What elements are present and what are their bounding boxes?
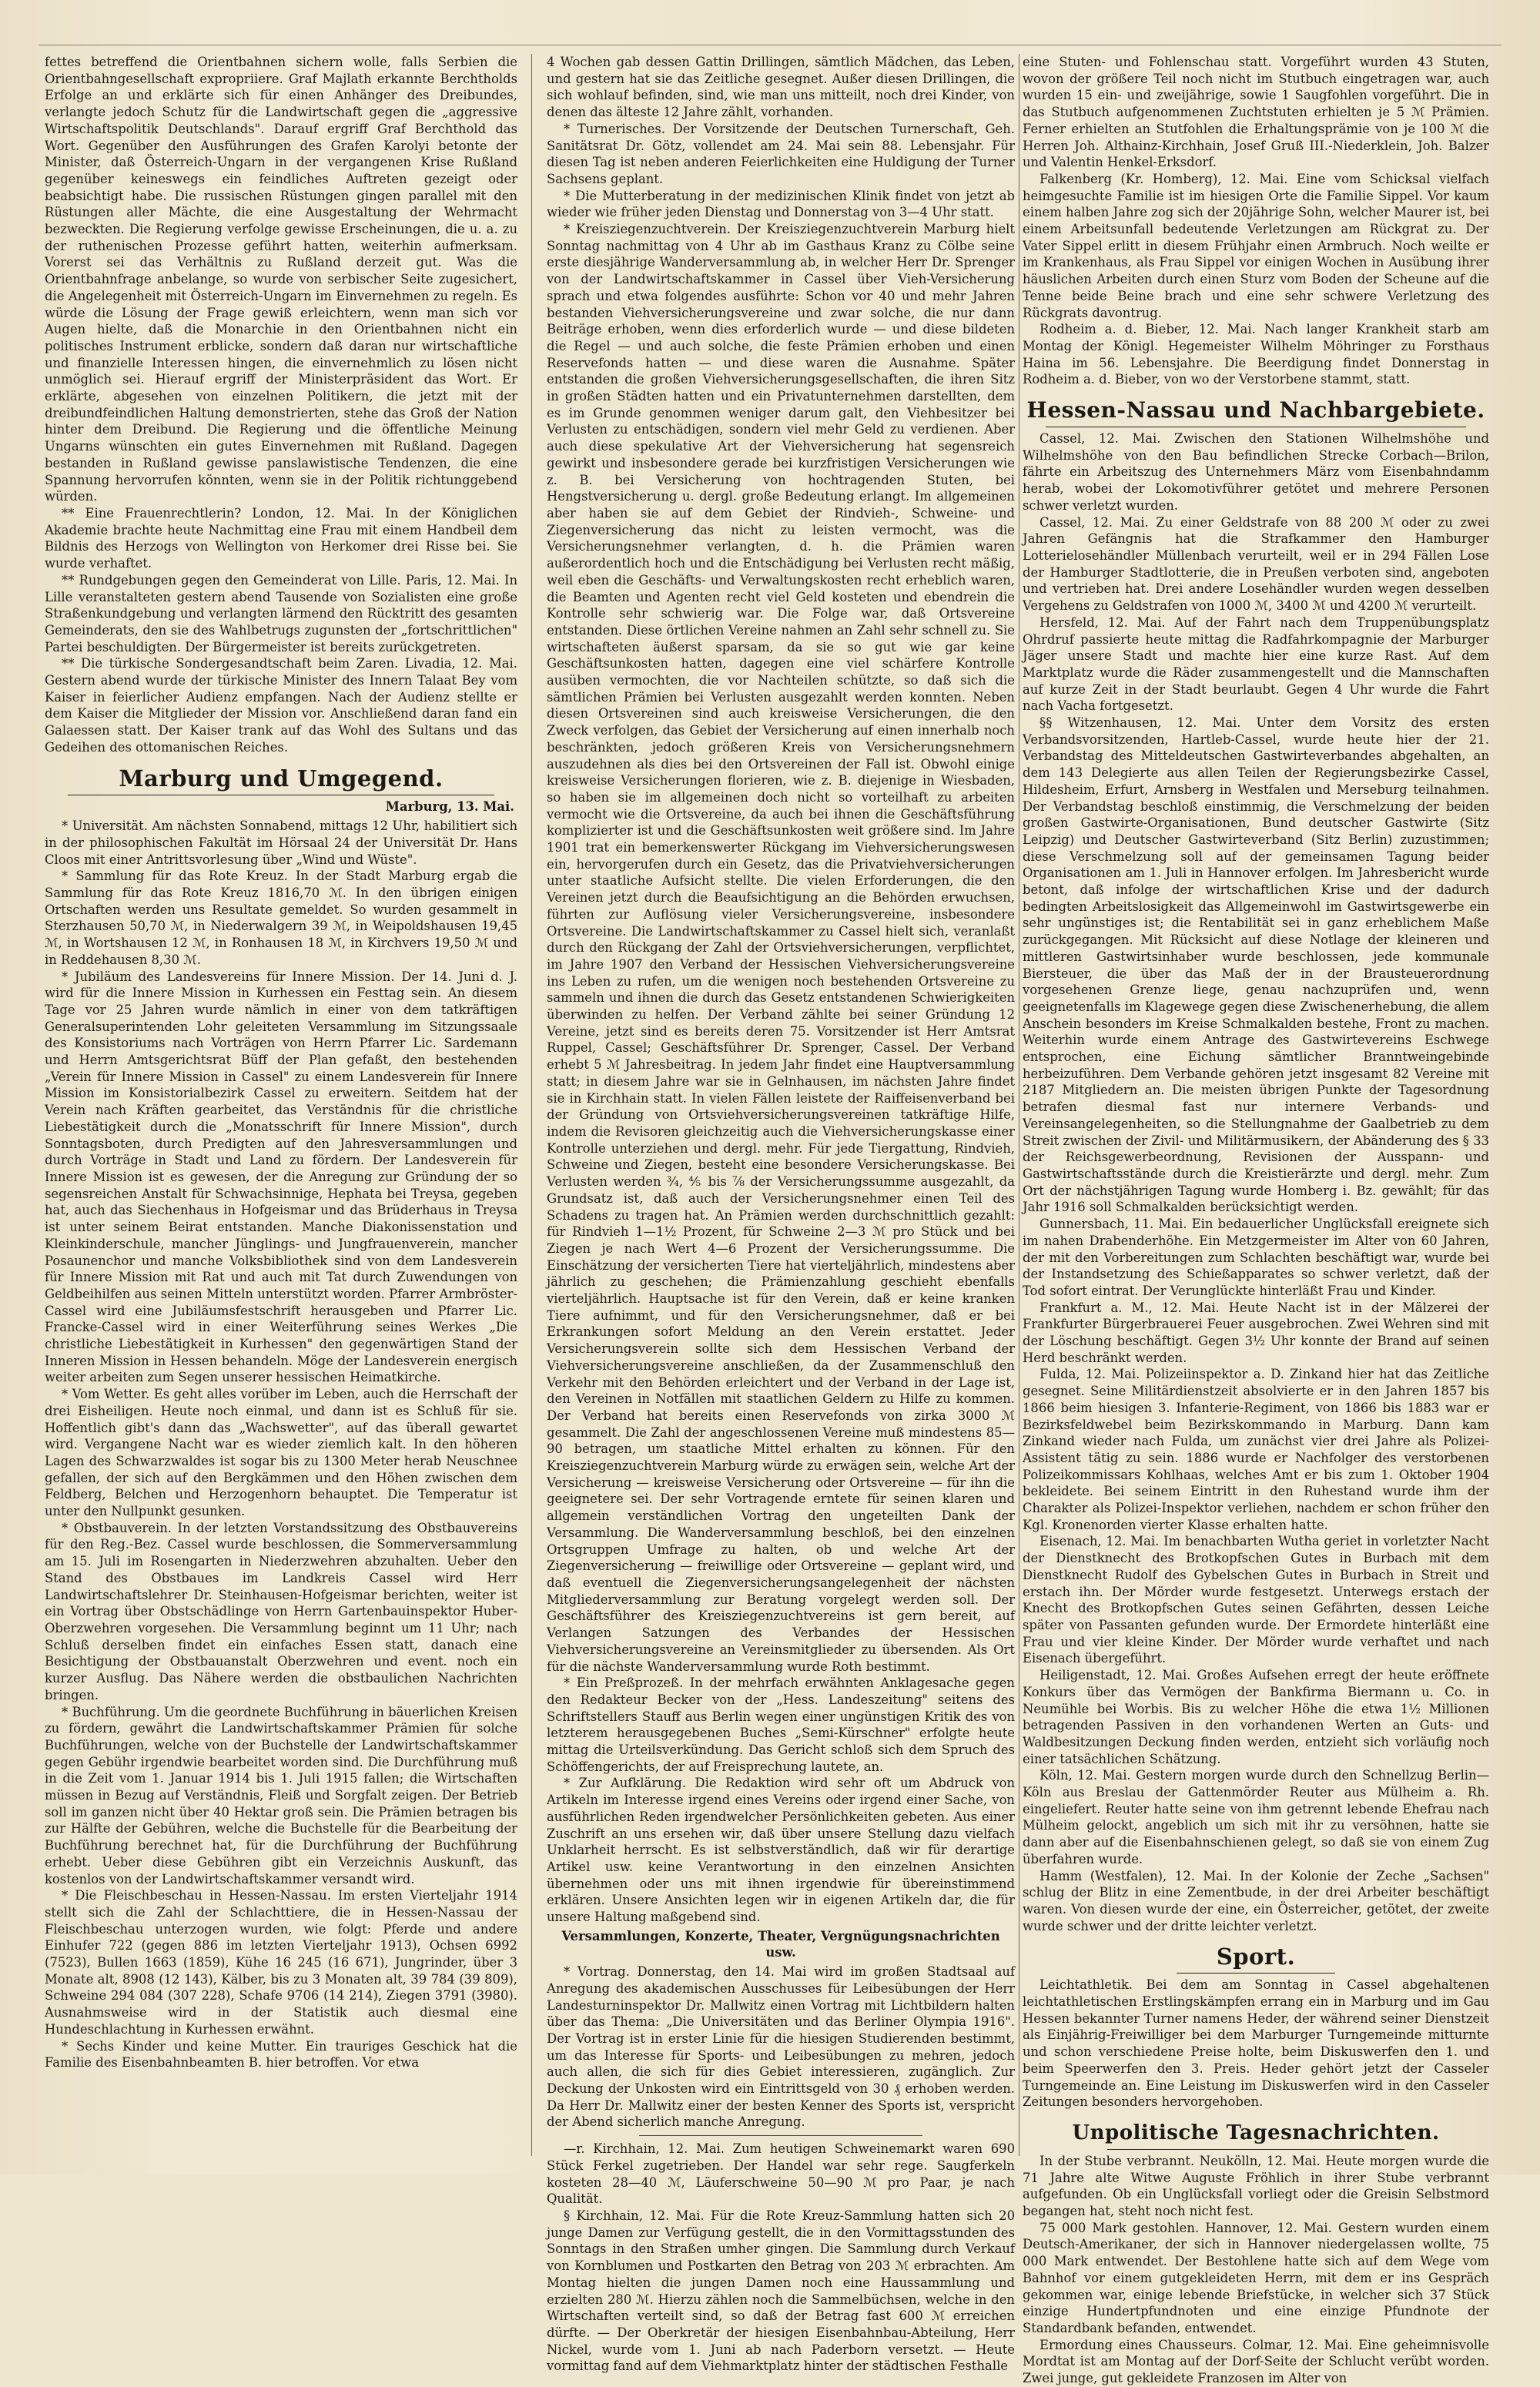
article-aufklaerung: * Zur Aufklärung. Die Redaktion wird sehr oft um Abdruck von Artikeln im Interesse irgend eines Vereins oder irgend einer Sache, von ausführlichen Reden irgendwelcher Persönlichkeiten gebeten. Aus einer Zuschrift an uns ersehen wir, daß über unsere Stellung dazu vielfach Unklarheit herrscht. Es ist selbstverständlich, daß wir für derartige Artikel usw. keine Verantwortung in den einzelnen Ansichten übernehmen oder uns mit ihnen irgendwie für übereinstimmend erklären. Unsere Ansichten legen wir in eigenen Artikeln dar, die für unsere Haltung maßgebend sind. — [547, 1776, 1015, 1925]
section-heading-hessen-nassau: Hessen-Nassau und Nachbargebiete. — [1026, 397, 1485, 424]
article-fulda: Fulda, 12. Mai. Polizeiinspektor a. D. Zinkand hier hat das Zeitliche gesegnet. Seine Militärdienstzeit absolvierte er in den Jahren 1857 bis 1866 beim hiesigen 3. Infanterie-Regiment, von 1866 bis 1883 war er Bezirksfeldwebel beim Bezirkskommando in Marburg. Dann kam Zinkand wieder nach Fulda, um zunächst vier drei Jahre als Polizei-Assistent tätig zu sein. 1886 wurde er Nachfolger des verstorbenen Polizeikommissars Kohlhaas, welches Amt er bis zum 1. Oktober 1904 bekleidete. Bei seinem Eintritt in den Ruhestand wurde ihm der Charakter als Polizei-Inspektor verliehen, nachdem er schon früher den Kgl. Kronenorden vierter Klasse erhalten hatte. — [1023, 1367, 1489, 1532]
article-kirchhain-sammlung: § Kirchhain, 12. Mai. Für die Rote Kreuz-Sammlung hatten sich 20 junge Damen zur Verfügung gestellt, die in den Vormittagsstunden des Sonntags in den Straßen umher gingen. Die Sammlung durch Verkauf von Kornblumen und Postkarten den Betrag von 203 ℳ erbrachten. Am Montag hielten die jungen Damen noch eine Haussammlung und erzielten 280 ℳ. Hierzu zählen noch die Sammelbüchsen, welche in den Wirtschaften verteilt sind, so daß der Betrag fast 600 ℳ erreichen dürfte. — Der Oberkretär der hiesigen Eisenbahnbau-Abteilung, Herr Nickel, wurde vom 1. Juni ab nach Paderborn versetzt. — Heute vormittag fand auf dem Viehmarktplatz hinter der städtischen Festhalle — [547, 2208, 1015, 2374]
article-koeln: Köln, 12. Mai. Gestern morgen wurde durch den Schnellzug Berlin—Köln aus Breslau der Gattenmörder Reuter aus Mülheim a. Rh. eingeliefert. Reuter hatte seine von ihm getrennt lebende Ehefrau nach Mülheim gelockt, angeblich um sich mit ihr zu versöhnen, hatte sie dann aber auf die Eisenbahnschienen gelegt, so daß sie von einem Zug überfahren wurde. — [1023, 1768, 1489, 1866]
article-mutterberatung: * Die Mutterberatung in der medizinischen Klinik findet von jetzt ab wieder wie früher jeden Dienstag und Donnerstag von 3—4 Uhr statt. — [547, 188, 1015, 220]
article-sechs-kinder-continued: 4 Wochen gab dessen Gattin Drillingen, sämtlich Mädchen, das Leben, und gestern hat sie das Zeitliche gesegnet. Außer diesen Drillingen, die sich wohlauf befinden, sind, wie man uns mitteilt, noch drei Kinder, von denen das älteste 12 Jahre zählt, vorhanden. — [547, 55, 1015, 120]
article-cassel-unfall: Cassel, 12. Mai. Zwischen den Stationen Wilhelmshöhe und Wilhelmshöhe von den Bau befindlichen Strecke Corbach—Brilon, fährte ein Arbeitszug des Unternehmers März vom Eisenbahndamm herab, wobei der Lokomotivführer getötet und mehrere Personen schwer verletzt wurden. — [1023, 431, 1489, 513]
article-falkenberg: Falkenberg (Kr. Homberg), 12. Mai. Eine vom Schicksal vielfach heimgesuchte Familie ist im hiesigen Orte die Familie Sippel. Vor kaum einem halben Jahre zog sich der 20jährige Sohn, welcher Maurer ist, bei einem Arbeitsunfall bedeutende Verletzungen am Rückgrat zu. Der Vater Sippel erlitt in diesem Frühjahr einen Armbruch. Noch weilte er im Krankenhaus, als Frau Sippel vor einigen Wochen in Ausübung ihrer häuslichen Arbeiten durch einen Sturz vom Boden der Scheune auf die Tenne beide Beine brach und eine sehr schwere Verletzung des Rückgrats davontrug. — [1023, 171, 1489, 320]
article-leichtathletik: Leichtathletik. Bei dem am Sonntag in Cassel abgehaltenen leichtathletischen Erstlingskämpfen errang ein in Marburg und im Gau Hessen bekannter Turner namens Heder, der während seiner Dienstzeit als Einjährig-Freiwilliger bei dem Marburger Turngemeinde mitturnte und schon verschiedene Preise holte, beim Diskuswerfen den 1. und beim Speerwerfen den 3. Preis. Heder gehört jetzt der Casseler Turngemeinde an. Eine Leistung im Diskuswerfen wird in den Casseler Zeitungen besonders hervorgehoben. — [1023, 1977, 1489, 2110]
column-divider — [531, 54, 532, 2156]
section-rule — [1177, 1973, 1335, 1974]
article-orient-continued: fettes betreffend die Orientbahnen sichern wolle, falls Serbien die Orientbahngesellschaft expropriiere. Graf Majlath erkannte Berchtholds Erfolge an und erklärte sich für einen Anhänger des Dreibundes, verlangte jedoch Schutz für die Landwirtschaft gegen die „aggressive Wirtschaftspolitik Deutschlands". Darauf ergriff Graf Berchthold das Wort. Gegenüber den Ausführungen des Grafen Karolyi betonte der Minister, daß Österreich-Ungarn in der vergangenen Krise Rußland gegenüber keineswegs ein feindliches Auftreten gezeigt oder beabsichtigt habe. Die russischen Rüstungen gingen parallel mit den Rüstungen aller Mächte, die eine Ausgestaltung der Wehrmacht bezweckten. Die Regierung verfolge gewisse Erscheinungen, die u. a. zu der ruthenischen Prozesse geführt hatten, weiterhin aufmerksam. Vorerst sei das Verhältnis zu Rußland derzeit gut. Was die Orientbahnfrage anbelange, so wurde von serbischer Seite zugesichert, die Angelegenheit mit Österreich-Ungarn im Einvernehmen zu regeln. Es würde die Lösung der Frage gewiß erleichtern, wenn man sich vor Augen hielte, daß die Monarchie in den Orientbahnen nicht ein politisches Instrument erblicke, sondern daß daran nur wirtschaftliche und finanzielle Interessen hingen, die einvernehmlich zu lösen nicht unmöglich sei. Hierauf ergriff der Ministerpräsident das Wort. Er erklärte, abgesehen von einzelnen Politikern, die jetzt mit der dreibundfeindlichen Haltung demonstrierten, stehe das Groß der Nation hinter dem Dreibund. Die Regierung und die öffentliche Meinung Ungarns wünschten ein gutes Einvernehmen mit Rußland. Dagegen bestanden in Rußland gewisse panslawistische Tendenzen, die eine Spannung hervorrufen könnten, wenn sie in der Politik richtunggebend würden. — [45, 55, 517, 504]
section-heading-marburg: Marburg und Umgegend. — [119, 765, 444, 792]
article-pressprozess: * Ein Preßprozeß. In der mehrfach erwähnten Anklagesache gegen den Redakteur Becker von der „Hess. Landeszeitung" seitens des Schriftstellers Stauff aus Berlin wegen einer ungünstigen Kritik des von letzterem herausgegebenen Buches „Semi-Kürschner" erfolgte heute mittag die Urteilsverkündung. Das Gericht schloß sich dem Spruch des Schöffengerichts, der auf Freisprechung lautete, an. — [547, 1676, 1015, 1774]
section-rule — [1107, 2149, 1404, 2150]
section-heading-sport: Sport. — [1216, 1943, 1296, 1970]
article-vortrag: * Vortrag. Donnerstag, den 14. Mai wird im großen Stadtsaal auf Anregung des akademischen Ausschusses für Leibesübungen der Herr Landesturninspektor Dr. Mallwitz einen Vortrag mit Lichtbildern halten über das Thema: „Die Universitäten und das Berliner Olympia 1916". Der Vortrag ist in erster Linie für die hiesigen Studierenden bestimmt, um das Interesse für Sports- und Leibesübungen zu mehren, jedoch auch allen, die sich für dies Gebiet interessieren, zugänglich. Zur Deckung der Unkosten wird ein Eintrittsgeld von 30 ₰ erhoben werden. Da Herr Dr. Mallwitz einer der besten Kenner des Sports ist, verspricht der Abend sicherlich manche Anregung. — [547, 1964, 1015, 2130]
article-obstbauverein: * Obstbauverein. In der letzten Vorstandssitzung des Obstbauvereins für den Reg.-Bez. Cassel wurde beschlossen, die Sommerversammlung am 15. Juli im Rosengarten in Niederzwehren abzuhalten. Ueber den Stand des Obstbaues im Landkreis Cassel wird Herr Landwirtschaftslehrer Dr. Steinhausen-Hofgeismar berichten, weiter ist ein Vortrag über Obstschädlinge von Herrn Gartenbauinspektor Huber-Oberzwehren vorgesehen. Die Versammlung beginnt um 11 Uhr; nach Schluß derselben findet ein einfaches Essen statt, danach eine Besichtigung der Obstbauanstalt Oberzwehren und event. noch ein kurzer Ausflug. Das Nähere werden die obstbaulichen Nachrichten bringen. — [45, 1520, 517, 1702]
article-sechs-kinder: * Sechs Kinder und keine Mutter. Ein trauriges Geschick hat die Familie des Eisenbahnbeamten B. hier betroffen. Vor etwa — [45, 2038, 517, 2071]
divider-rule — [639, 2135, 922, 2136]
column-right — [1023, 54, 1489, 2386]
article-fleischbeschau: * Die Fleischbeschau in Hessen-Nassau. Im ersten Vierteljahr 1914 stellt sich die Zahl der Schlachttiere, die in Hessen-Nassau der Fleischbeschau unterzogen wurden, wie folgt: Pferde und andere Einhufer 722 (gegen 886 im letzten Vierteljahr 1913), Ochsen 6992 (7523), Bullen 1663 (1859), Kühe 16 245 (16 671), Jungrinder, über 3 Monate alt, 8908 (12 143), Kälber, bis zu 3 Monaten alt, 39 784 (39 809), Schweine 294 084 (307 228), Schafe 9706 (14 214), Ziegen 3791 (3980). Ausnahmsweise wird in der Statistik auch diesmal eine Hundeschlachtung in Kurhessen erwähnt. — [45, 1888, 517, 2037]
dateline: Marburg, 13. Mai. — [385, 798, 514, 814]
article-tuerkische-gesandtschaft: ** Die türkische Sondergesandtschaft beim Zaren. Livadia, 12. Mai. Gestern abend wurde der türkische Minister des Innern Talaat Bey vom Kaiser in feierlicher Audienz empfangen. Nach der Audienz stellte er dem Kaiser die Mitglieder der Mission vor. Anschließend daran fand ein Galaessen statt. Der Kaiser trank auf das Wohl des Sultans und das Gedeihen des ottomanischen Reiches. — [45, 656, 517, 755]
article-kirchhain-markt: —r. Kirchhain, 12. Mai. Zum heutigen Schweinemarkt waren 690 Stück Ferkel zugetrieben. Der Handel war sehr rege. Saugferkeln kosteten 28—40 ℳ, Läuferschweine 50—90 ℳ pro Paar, je nach Qualität. — [547, 2141, 1015, 2207]
article-universitaet: * Universität. Am nächsten Sonnabend, mittags 12 Uhr, habilitiert sich in der philosophischen Fakultät im Hörsaal 24 der Universität Dr. Hans Cloos mit einer Antrittsvorlesung über „Wind und Wüste". — [45, 819, 517, 867]
article-cassel-lotterie: Cassel, 12. Mai. Zu einer Geldstrafe von 88 200 ℳ oder zu zwei Jahren Gefängnis hat die Strafkammer den Hamburger Lotterielosehändler Müllenbach verurteilt, weil er in 294 Fällen Lose der Hamburger Stadtlotterie, die in Preußen verboten sind, angeboten und vertrieben hat. Drei andere Losehändler wurden wegen desselben Vergehens zu Geldstrafen von 1000 ℳ, 3400 ℳ und 4200 ℳ verurteilt. — [1023, 514, 1489, 614]
article-kreisziegenzuchtverein: * Kreisziegenzuchtverein. Der Kreisziegenzuchtverein Marburg hielt Sonntag nachmittag von 4 Uhr ab im Gasthaus Kranz zu Cölbe seine erste diesjährige Wanderversammlung ab, in welcher Herr Dr. Sprenger von der Landwirtschaftskammer in Cassel über Vieh-Versicherung sprach und etwa folgendes ausführte: Schon vor 40 und mehr Jahren bestanden Viehversicherungsvereine und zwar solche, die nur dann Beiträge erhoben, wenn dies erforderlich wurde — und diese bildeten die Regel — und auch solche, die feste Prämien erhoben und einen Reservefonds hatten — und diese waren die Ausnahme. Später entstanden die großen Viehversicherungsgesellschaften, die ihren Sitz in großen Städten hatten und ein Privatunternehmen darstellten, dem es im Grunde genommen weniger darum galt, den Viehbesitzer bei Verlusten zu entschädigen, sondern viel mehr Geld zu verdienen. Aber auch diese spekulative Art der Viehversicherung hat segensreich gewirkt und insbesondere gerade bei kurzfristigen Versicherungen wie z. B. bei Versicherung von hochtragenden Stuten, bei Hengstversicherung u. dergl. große Bedeutung erlangt. Im allgemeinen aber haben sie auf dem Gebiet der Rindvieh-, Schweine- und Ziegenversicherung das nicht zu leisten vermocht, was die Versicherungsnehmer verlangten, d. h. die Prämien waren außerordentlich hoch und die Entschädigung bei Verlusten recht mäßig, weil eben die Geschäfts- und Verwaltungskosten recht erheblich waren, die Beamten und Agenten recht viel Geld kosteten und ebendrein die Kontrolle sehr schwierig war. Die Folge war, daß Ortsvereine entstanden. Diese örtlichen Vereine nahmen an Zahl sehr schnell zu. Sie wirtschafteten äußerst sparsam, da sie so gut wie gar keine Geschäftsunkosten hatten, dagegen eine viel schärfere Kontrolle ausüben vermochten, die vor Nachteilen schützte, so daß sich die sämtlichen Prämien bei Verlusten ausgezahlt werden konnten. Neben diesen Ortsvereinen sind auch kreisweise Versicherungen, die den Zweck verfolgen, das Gebiet der Versicherung auf einen innerhalb noch beschränkten, jedoch größeren Kreis von Versicherungsnehmern auszudehnen als dies bei den Ortsvereinen der Fall ist. Obwohl einige kreisweise Versicherungen florieren, wie z. B. diejenige in Wiesbaden, so haben sie im allgemeinen doch nicht so vorteilhaft zu arbeiten vermocht wie die Ortsvereine, da auch bei ihnen die Geschäftsführung komplizierter ist und die Geschäftsunkosten weit größere sind. Im Jahre 1901 trat ein bemerkenswerter Rückgang im Viehversicherungswesen ein, hervorgerufen durch ein Gesetz, das die Privatviehversicherungen unter staatliche Aufsicht stellte. Die vielen Erforderungen, die den Vereinen jetzt durch die Beaufsichtigung an die Behörden erwuchsen, führten zur Auflösung vieler Versicherungsvereine, insbesondere Ortsvereine. Die Landwirtschaftskammer zu Cassel hielt sich, veranlaßt durch den Rückgang der Zahl der Ortsviehversicherungen, verpflichtet, im Jahre 1907 den Verband der Hessischen Viehversicherungsvereine ins Leben zu rufen, um die wenigen noch bestehenden Ortsvereine zu sammeln und ihnen die durch das Gesetz entstandenen Schwierigkeiten überwinden zu helfen. Der Verband zählte bei seiner Gründung 12 Vereine, jetzt sind es bereits deren 75. Vorsitzender ist Herr Amtsrat Ruppel, Cassel; Geschäftsführer Dr. Sprenger, Cassel. Der Verband erhebt 5 ℳ Jahresbeitrag. In jedem Jahr findet eine Hauptversammlung statt; in diesem Jahre war sie in Gelnhausen, im nächsten Jahre findet sie in Kirchhain statt. In vielen Fällen leistete der Raiffeisenverband bei der Gründung von Ortsviehversicherungsvereinen tatkräftige Hilfe, indem die Revisoren gleichzeitig auch die Viehversicherungskasse einer Kontrolle unterziehen und dergl. mehr. Für jede Tiergattung, Rindvieh, Schweine und Ziegen, besteht eine besondere Versicherungskasse. Bei Verlusten werden ¾, ⅘ bis ⅞ der Versicherungssumme ausgezahlt, da Grundsatz ist, daß auch der Versicherungsnehmer einen Teil des Schadens zu tragen hat. An Prämien werden durchschnittlich gezahlt: für Rindvieh 1—1½ Prozent, für Schweine 2—3 ℳ pro Stück und bei Ziegen je nach Wert 4—6 Prozent der Versicherungssumme. Die Einschätzung der versicherten Tiere hat vierteljährlich, mindestens aber jährlich zu geschehen; die Prämienzahlung geschieht ebenfalls vierteljährlich. Hauptsache ist für den Verein, daß er keine kranken Tiere aufnimmt, und für den Versicherungsnehmer, daß er bei Erkrankungen sofort Meldung an den Verein erstattet. Jeder Versicherungsverein sollte sich dem Hessischen Verband der Viehversicherungsvereine anschließen, da der Zusammenschluß den Verkehr mit den Behörden erleichtert und der Verband in der Lage ist, den Vereinen in Notfällen mit staatlichen Geldern zu Hilfe zu kommen. Der Verband hat bereits einen Reservefonds von zirka 3000 ℳ gesammelt. Die Zahl der angeschlossenen Vereine muß mindestens 85—90 betragen, um staatliche Mittel erhalten zu können. Für den Kreisziegenzuchtverein Marburg würde zu erwägen sein, welche Art der Versicherung — kreisweise Versicherung oder Ortsvereine — für ihn die geeignetere sei. Der sehr Vortragende erntete für seinen klaren und allgemein verständlichen Vortrag den ungeteilten Dank der Versammlung. Die Wanderversammlung beschloß, bei den einzelnen Ortsgruppen Umfrage zu halten, ob und welche Art der Ziegenversicherung — freiwillige oder Ortsvereine — geplant wird, und daß eventuell die Ziegenversicherungsangelegenheit der nächsten Mitgliederversammlung zur Beratung vorgelegt werden soll. Der Geschäftsführer des Kreisziegenzuchtvereins ist gern bereit, auf Verlangen Satzungen des Verbandes der Hessischen Viehversicherungsvereine an Vereinsmitglieder zu übersenden. Als Ort für die nächste Wanderversammlung wurde Roth bestimmt. — [547, 222, 1015, 1674]
article-rodheim: Rodheim a. d. Bieber, 12. Mai. Nach langer Krankheit starb am Montag der Königl. Hegemeister Wilhelm Möhringer zu Forsthaus Haina im 56. Lebensjahre. Die Beerdigung findet Donnerstag in Rodheim a. d. Bieber, von wo der Verstorbene stammt, statt. — [1023, 322, 1489, 387]
article-stutenschau: eine Stuten- und Fohlenschau statt. Vorgeführt wurden 43 Stuten, wovon der größere Teil noch nicht im Stutbuch eingetragen war, auch wurden 15 ein- und zweijährige, sowie 1 Saugfohlen vorgeführt. Die in das Stutbuch aufgenommenen Zuchtstuten erhielten je 5 ℳ Prämien. Ferner erhielten an Stutfohlen die Erhaltungsprämie von je 100 ℳ die Herren Joh. Althainz-Kirchhain, Josef Gruß III.-Niederklein, Joh. Balzer und Valentin Henkel-Erksdorf. — [1023, 55, 1489, 170]
column-left — [45, 54, 517, 2156]
article-lille: ** Rundgebungen gegen den Gemeinderat von Lille. Paris, 12. Mai. In Lille veranstalteten gestern abend Tausende von Sozialisten eine große Straßenkundgebung und verlangten lärmend den Rücktritt des gesamten Gemeinderats, den sie des Wahlbetrugs zugunsten der „fortschrittlichen" Partei beschuldigten. Der Bürgermeister ist bereits zurückgetreten. — [45, 572, 517, 654]
subheading-versammlungen: Versammlungen, Konzerte, Theater, Vergnügungsnachrichten usw. — [561, 1928, 1000, 1960]
article-frauenrechtlerin: ** Eine Frauenrechtlerin? London, 12. Mai. In der Königlichen Akademie brachte heute Nachmittag eine Frau mit einem Handbeil dem Bildnis des Herzogs von Wellington von Herkomer drei Risse bei. Sie wurde verhaftet. — [45, 505, 517, 571]
column-middle — [547, 54, 1015, 2374]
article-neukoelln: In der Stube verbrannt. Neukölln, 12. Mai. Heute morgen wurde die 71 Jahre alte Witwe Auguste Fröhlich in ihrer Stube verbrannt aufgefunden. Ob ein Unglücksfall vorliegt oder die Greisin Selbstmord begangen hat, steht noch nicht fest. — [1023, 2153, 1489, 2219]
article-hamm: Hamm (Westfalen), 12. Mai. In der Kolonie der Zeche „Sachsen" schlug der Blitz in eine Zementbude, in der drei Arbeiter beschäftigt waren. Von diesen wurde der eine, ein Österreicher, getötet, der zweite wurde schwer und der dritte leichter verletzt. — [1023, 1868, 1489, 1933]
article-frankfurt: Frankfurt a. M., 12. Mai. Heute Nacht ist in der Mälzerei der Frankfurter Bürgerbrauerei Feuer ausgebrochen. Zwei Wehren sind mit der Löschung beschäftigt. Gegen 3½ Uhr konnte der Brand auf seinen Herd beschränkt werden. — [1023, 1300, 1489, 1365]
article-innere-mission: * Jubiläum des Landesvereins für Innere Mission. Der 14. Juni d. J. wird für die Innere Mission in Kurhessen ein Festtag sein. An diesem Tage vor 25 Jahren wurde nämlich in einer von dem tatkräftigen Generalsuperintenden Lohr geleiteten Versammlung im Sitzungssaale des Konsistoriums nach Vorträgen von Herrn Pfarrer Lic. Sardemann und Herrn Amtsgerichtsrat Büff der Plan gefaßt, den bestehenden „Verein für Innere Mission in Cassel" zu einem Landesverein für Innere Mission im Konsistorialbezirk Cassel zu erweitern. Seitdem hat der Verein nach Kräften gearbeitet, das Verständnis für die christliche Liebestätigkeit durch die „Monatsschrift für Innere Mission", durch Sonntagsboten, durch Predigten auf den Jahresversammlungen und durch Vorträge in Stadt und Land zu fördern. Der Landesverein für Innere Mission ist es gewesen, der die Anregung zur Gründung der so segensreichen Anstalt für Schwachsinnige, Hephata bei Treysa, gegeben hat, auch das Siechenhaus in Hofgeismar und das Brüderhaus in Treysa ist unter seinem Beirat entstanden. Manche Diakonissenstation und Kleinkinderschule, mancher Jünglings- und Jungfrauenverein, mancher Posaunenchor und manche Volksbibliothek sind von dem Landesverein für Innere Mission mit Rat und auch mit Tat durch Zuwendungen von Geldbeihilfen aus seinen Mitteln unterstützt worden. Pfarrer Armbröster-Cassel wird eine Jubiläumsfestschrift herausgeben und Pfarrer Lic. Francke-Cassel wird in einer Weiterführung seines Werkes „Die christliche Liebestätigkeit in Kurhessen" den gegenwärtigen Stand der Inneren Mission in Hessen behandeln. Möge der Landesverein energisch weiter arbeiten zum Segen unserer hessischen Heimatkirche. — [45, 969, 517, 1385]
article-heiligenstadt: Heiligenstadt, 12. Mai. Großes Aufsehen erregt der heute eröffnete Konkurs über das Vermögen der Bankfirma Biermann u. Co. in Neumühle bei Worbis. Bis zu welcher Höhe die etwa 1½ Millionen betragenden Passiven in den vorhandenen Werten an Guts- und Waldbesitzungen Deckung finden werden, entzieht sich vorläufig noch einer tatsächlichen Schätzung. — [1023, 1668, 1489, 1766]
section-heading-tagesnachrichten: Unpolitische Tagesnachrichten. — [1072, 2121, 1440, 2144]
article-rotes-kreuz: * Sammlung für das Rote Kreuz. In der Stadt Marburg ergab die Sammlung für das Rote Kreuz 1816,70 ℳ. In den übrigen einigen Ortschaften werden uns Resultate gemeldet. So wurden gesammelt in Sterzhausen 50,70 ℳ, in Niederwalgern 39 ℳ, in Weipoldshausen 19,45 ℳ, in Wortshausen 12 ℳ, in Ronhausen 18 ℳ, in Kirchvers 19,50 ℳ und in Reddehausen 8,30 ℳ. — [45, 869, 517, 967]
article-hersfeld: Hersfeld, 12. Mai. Auf der Fahrt nach dem Truppenübungsplatz Ohrdruf passierte heute mittag die Radfahrkompagnie der Marburger Jäger unsere Stadt und machte hier eine kurze Rast. Auf dem Marktplatz wurde die Räder zusammengestellt und die Mannschaften auf kurze Zeit in der Stadt beurlaubt. Gegen 4 Uhr wurde die Fahrt nach Vacha fortgesetzt. — [1023, 614, 1489, 714]
article-witzenhausen: §§ Witzenhausen, 12. Mai. Unter dem Vorsitz des ersten Verbandsvorsitzenden, Hartleb-Cassel, wurde heute hier der 21. Verbandstag des Mitteldeutschen Gastwirteverbandes abgehalten, an dem 143 Delegierte aus allen Teilen der Regierungsbezirke Cassel, Hildesheim, Erfurt, Arnsberg in Westfalen und Merseburg teilnahmen. Der Verbandstag beschloß einstimmig, die Verschmelzung der beiden großen Gastwirte-Organisationen, Bund deutscher Gastwirte (Sitz Leipzig) und Deutscher Gastwirteverband (Sitz Berlin) zuzustimmen; diese Verschmelzung soll auf der gemeinsamen Tagung beider Organisationen am 1. Juli in Hannover erfolgen. Im Jahresbericht wurde betont, daß infolge der wirtschaftlichen Krise und der dadurch bedingten Arbeitslosigkeit das Allgemeinwohl im Gastwirtsgewerbe ein sehr ungünstiges ist; die Rentabilität sei in ganz erheblichem Maße zurückgegangen. Mit Rücksicht auf diese Notlage der kleineren und mittleren Gastwirtsinhaber wurde beschlossen, jede kommunale Biersteuer, die über das Maß der in der Brausteuerordnung vorgesehenen Grenze liege, genau nachzuprüfen und, wenn geeignetenfalls im Klagewege gegen diese Zwischenerhebung, die allem Anschein besonders im Kreise Schmalkalden bestehe, Front zu machen. Weiterhin wurde einem Antrage des Gastwirtevereins Eschwege entsprochen, eine Eichung sämtlicher Branntweingebinde herbeizuführen. Dem Verbande gehören jetzt insgesamt 82 Vereine mit 2187 Mitgliedern an. Die meisten übrigen Punkte der Tagesordnung betrafen diesmal fast nur internere Verbands- und Vereinsangelegenheiten, so die Stellungnahme der Gaalbetrieb zu dem Streit zwischen der Zivil- und Militärmusikern, der Abänderung des § 33 der Reichsgewerbeordnung, Revisionen der Ausspann- und Gastwirtschaftsstände durch die Kreistierärzte und dergl. mehr. Zum Ort der nächstjährigen Tagung wurde Homberg i. Bz. gewählt; für das Jahr 1916 soll Schmalkalden berücksichtigt werden. — [1023, 715, 1489, 1215]
article-buchfuehrung: * Buchführung. Um die geordnete Buchführung in bäuerlichen Kreisen zu fördern, gewährt die Landwirtschaftskammer Prämien für solche Buchführungen, welche von der Buchstelle der Landwirtschaftskammer gegen Gebühr irgendwie bearbeitet worden sind. Die Durchführung muß in die Zeit vom 1. Januar 1914 bis 1. Juli 1915 fallen; die Wirtschaften müssen in Bezug auf Verständnis, Fleiß und Sorgfalt zeigen. Der Betrieb soll im ganzen nicht über 40 Hektar groß sein. Die Prämien betragen bis zur Hälfte der Gebühren, welche die Buchstelle für die Bearbeitung der Buchführung berechnet hat, für die Durchführung der Buchführung erhebt. Ueber diese Gebühren gibt ein Verzeichnis Auskunft, das kostenlos von der Landwirtschaftskammer versandt wird. — [45, 1704, 517, 1886]
article-turnerisches: * Turnerisches. Der Vorsitzende der Deutschen Turnerschaft, Geh. Sanitätsrat Dr. Götz, vollendet am 24. Mai sein 88. Lebensjahr. Für diesen Tag ist neben anderen Feierlichkeiten eine Huldigung der Turner Sachsens geplant. — [547, 121, 1015, 186]
article-gummersbach: Gunnersbach, 11. Mai. Ein bedauerlicher Unglücksfall ereignete sich im nahen Drabenderhöhe. Ein Metzgermeister im Alter von 60 Jahren, der mit den Vorbereitungen zum Schlachten beschäftigt war, wurde bei der Instandsetzung des Schießapparates so schwer verletzt, daß der Tod sofort eintrat. Der Verunglückte hinterläßt Frau und Kinder. — [1023, 1217, 1489, 1298]
article-eisenach: Eisenach, 12. Mai. Im benachbarten Wutha geriet in vorletzter Nacht der Dienstknecht des Brotkopfschen Gutes in Burbach mit dem Dienstknecht Rudolf des Gybelschen Gutes in Burbach in Streit und erstach ihn. Der Mörder wurde festgesetzt. Unterwegs erstach der Knecht des Brotkopfschen Gutes seinen Gefährten, dessen Leiche später von Passanten gefunden wurde. Der Ermordete hinterläßt eine Frau und vier kleine Kinder. Der Mörder wurde verhaftet und nach Eisenach übergeführt. — [1023, 1534, 1489, 1666]
article-wetter: * Vom Wetter. Es geht alles vorüber im Leben, auch die Herrschaft der drei Eisheiligen. Heute noch einmal, und dann ist es Schluß für sie. Hoffentlich gibt's dann das „Wachswetter", auf das überall gewartet wird. Vergangene Nacht war es wieder ziemlich kalt. In den höheren Lagen des Schwarzwaldes ist sogar bis zu 1300 Meter herab Neuschnee gefallen, der sich auf den Bergkämmen und den Höhen zwischen dem Feldberg, Belchen und Herzogenhorn behauptet. Die Temperatur ist unter den Nullpunkt gesunken. — [45, 1387, 517, 1519]
article-colmar: Ermordung eines Chausseurs. Colmar, 12. Mai. Eine geheimnisvolle Mordtat ist am Montag auf der Dorf-Seite der Schlucht verübt worden. Zwei junge, gut gekleidete Franzosen im Alter von — [1023, 2337, 1489, 2386]
article-hannover-diebstahl: 75 000 Mark gestohlen. Hannover, 12. Mai. Gestern wurden einem Deutsch-Amerikaner, der sich in Hannover niedergelassen wollte, 75 000 Mark entwendet. Der Bestohlene hatte sich auf dem Wege vom Bahnhof vor einem gutgekleideten Herrn, mit dem er ins Gespräch gekommen war, einige lebende Briefstücke, in welcher sich 37 Stück einzige Hundertpfundnoten und eine einzige Pfundnote der Standardbank befanden, entwendet. — [1023, 2220, 1489, 2335]
